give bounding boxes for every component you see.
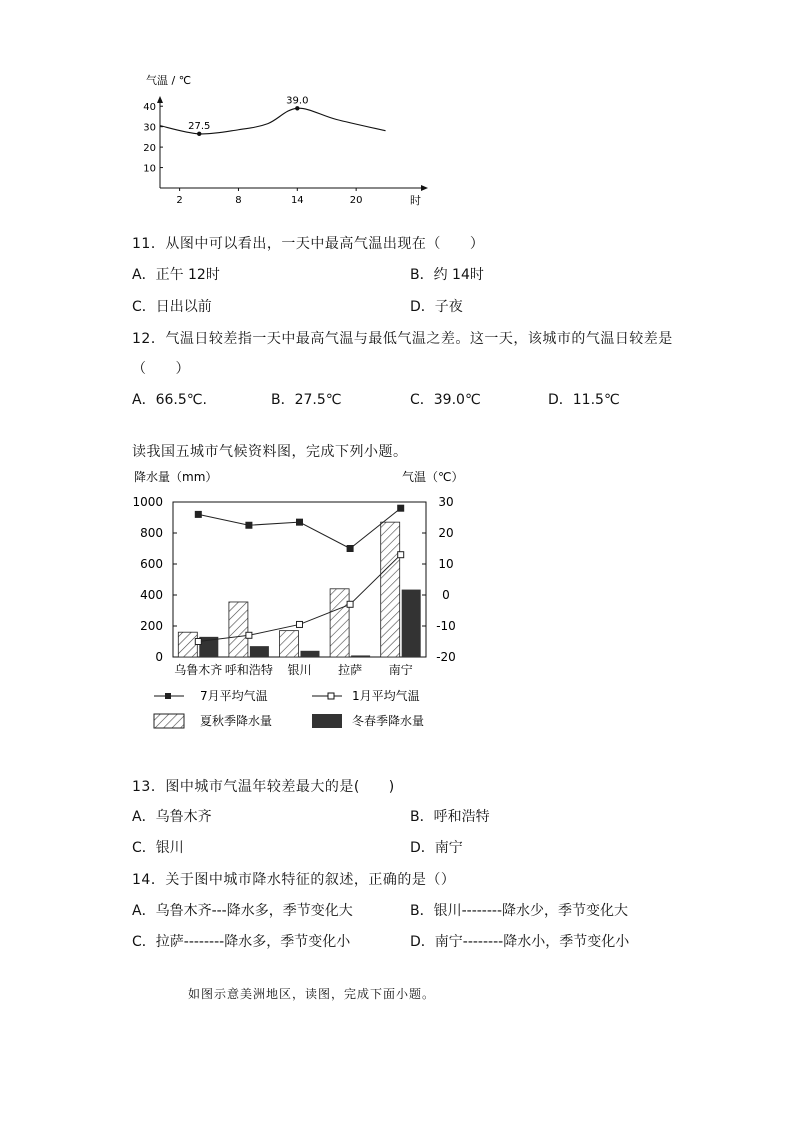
- legend-summer-autumn-label: 夏秋季降水量: [200, 714, 273, 728]
- chart2-category-label: 拉萨: [338, 663, 363, 677]
- q14-option-c[interactable]: C．拉萨--------降水多，季节变化小: [132, 934, 351, 950]
- bar-summer-autumn: [178, 632, 197, 657]
- chart2-right-tick-label: -20: [436, 650, 456, 664]
- q14-stem: 14．关于图中城市降水特征的叙述，正确的是（）: [132, 872, 456, 888]
- point-january-temp: [347, 601, 353, 607]
- point-july-temp: [398, 505, 404, 511]
- chart1-y-tick-label: 20: [143, 143, 156, 155]
- chart2-right-axis-label: 气温（℃）: [402, 470, 464, 484]
- chart1-xlabel: 时: [410, 194, 421, 207]
- bar-winter-spring: [402, 590, 421, 657]
- chart2-left-tick-label: 200: [140, 619, 163, 633]
- point-july-temp: [347, 546, 353, 552]
- legend-july-marker-icon: [165, 693, 171, 699]
- chart1-point-label: 27.5: [188, 120, 211, 132]
- chart1-ylabel: 气温 / ℃: [146, 74, 192, 87]
- legend-january-marker-icon: [328, 693, 334, 699]
- q13-option-d[interactable]: D．南宁: [410, 840, 463, 856]
- chart1-x-tick-label: 8: [235, 195, 242, 206]
- line-july-temp: [198, 508, 400, 548]
- q12-option-c[interactable]: C．39.0℃: [410, 392, 481, 408]
- chart2-category-label: 乌鲁木齐: [174, 663, 223, 677]
- chart2-left-tick-label: 400: [140, 588, 163, 602]
- bar-summer-autumn: [280, 631, 299, 657]
- chart1-x-tick-label: 20: [349, 195, 363, 206]
- temperature-line-chart: [140, 68, 440, 213]
- chart2-right-tick-label: 30: [438, 495, 454, 509]
- chart1-y-tick-label: 10: [143, 163, 156, 175]
- point-july-temp: [246, 522, 252, 528]
- q11-option-b[interactable]: B．约 14时: [410, 267, 484, 283]
- point-july-temp: [195, 511, 201, 517]
- q13-option-a[interactable]: A．乌鲁木齐: [132, 809, 212, 825]
- chart2-legend: [154, 688, 424, 728]
- chart1-x-tick-label: 2: [176, 195, 183, 206]
- chart2-left-axis-label: 降水量（mm）: [134, 470, 218, 484]
- chart2-right-tick-label: 10: [438, 557, 454, 571]
- bar-winter-spring: [351, 655, 370, 657]
- chart2-left-tick-label: 0: [155, 650, 163, 664]
- q14-option-a[interactable]: A．乌鲁木齐---降水多，季节变化大: [132, 903, 353, 919]
- intro-climate-chart: 读我国五城市气候资料图，完成下列小题。: [132, 444, 408, 460]
- chart2-left-tick-label: 800: [140, 526, 163, 540]
- bar-summer-autumn: [229, 602, 248, 657]
- q13-option-c[interactable]: C．银川: [132, 840, 184, 856]
- q14-option-b[interactable]: B．银川--------降水少，季节变化大: [410, 903, 629, 919]
- q12-stem-bracket: （ ）: [132, 361, 190, 377]
- q11-option-c[interactable]: C．日出以前: [132, 299, 212, 315]
- bar-summer-autumn: [381, 522, 400, 657]
- point-january-temp: [398, 552, 404, 558]
- bar-summer-autumn: [330, 589, 349, 657]
- chart2-right-tick-label: -10: [436, 619, 456, 633]
- chart2-right-tick-label: 0: [442, 588, 450, 602]
- chart1-y-arrow: [157, 96, 163, 103]
- chart2-category-label: 南宁: [388, 663, 413, 677]
- chart2-category-label: 呼和浩特: [224, 663, 273, 677]
- q12-option-a[interactable]: A．66.5℃.: [132, 392, 207, 408]
- q11-stem: 11．从图中可以看出，一天中最高气温出现在（ ）: [132, 236, 485, 252]
- q13-option-b[interactable]: B．呼和浩特: [410, 809, 490, 825]
- q13-stem: 13．图中城市气温年较差最大的是( ): [132, 779, 395, 795]
- point-january-temp: [297, 621, 303, 627]
- q11-option-a[interactable]: A．正午 12时: [132, 267, 220, 283]
- q12-option-b[interactable]: B．27.5℃: [271, 392, 342, 408]
- point-july-temp: [297, 519, 303, 525]
- chart1-point-label: 39.0: [286, 95, 309, 107]
- legend-july-label: 7月平均气温: [200, 689, 268, 703]
- legend-winter-spring-swatch: [312, 714, 342, 728]
- bar-winter-spring: [250, 646, 269, 657]
- chart1-y-tick-label: 30: [143, 122, 156, 134]
- legend-winter-spring-label: 冬春季降水量: [352, 714, 425, 728]
- chart1-x-arrow: [421, 185, 428, 191]
- point-january-temp: [246, 632, 252, 638]
- legend-january-label: 1月平均气温: [352, 689, 420, 703]
- chart2-right-tick-label: 20: [438, 526, 454, 540]
- climate-combo-chart: [132, 462, 472, 738]
- chart1-point: [295, 106, 299, 110]
- intro-america-map: 如图示意美洲地区，读图，完成下面小题。: [188, 987, 436, 1001]
- chart2-left-tick-label: 1000: [132, 495, 163, 509]
- chart2-left-tick-label: 600: [140, 557, 163, 571]
- bar-winter-spring: [301, 651, 320, 657]
- q12-option-d[interactable]: D．11.5℃: [548, 392, 620, 408]
- chart1-x-tick-label: 14: [290, 195, 304, 206]
- legend-summer-autumn-swatch: [154, 714, 184, 728]
- chart1-y-tick-label: 40: [143, 102, 156, 114]
- point-january-temp: [195, 639, 201, 645]
- chart1-point: [197, 132, 201, 136]
- q14-option-d[interactable]: D．南宁--------降水小，季节变化小: [410, 934, 630, 950]
- q12-stem: 12．气温日较差指一天中最高气温与最低气温之差。这一天，该城市的气温日较差是: [132, 331, 673, 347]
- chart2-category-label: 银川: [287, 663, 312, 677]
- q11-option-d[interactable]: D．子夜: [410, 299, 463, 315]
